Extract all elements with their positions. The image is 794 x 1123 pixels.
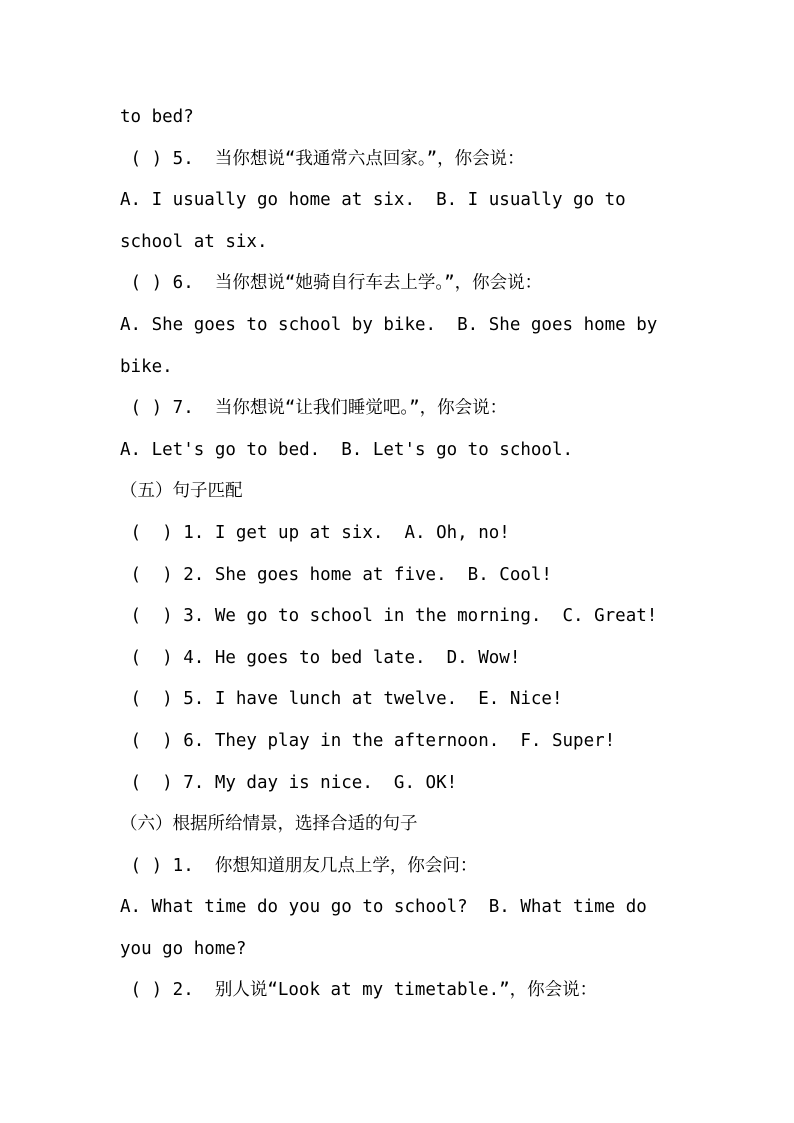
situation-1-options-cont: you go home? <box>120 938 247 959</box>
match-item-7: ( ) 7. My day is nice. G. OK! <box>120 772 458 793</box>
question-5-options-cont: school at six. <box>120 231 268 252</box>
question-6-options-cont: bike. <box>120 356 173 377</box>
worksheet-page <box>120 97 690 1012</box>
match-item-4: ( ) 4. He goes to bed late. D. Wow! <box>120 647 521 668</box>
section-6-heading: （六）根据所给情景，选择合适的句子 <box>120 814 418 835</box>
match-item-1: ( ) 1. I get up at six. A. Oh, no! <box>120 522 510 543</box>
match-item-2: ( ) 2. She goes home at five. B. Cool! <box>120 564 552 585</box>
section-5-heading: （五）句子匹配 <box>120 481 243 502</box>
question-6-options: A. She goes to school by bike. B. She goes home by <box>120 314 658 335</box>
question-6-prompt: ( ) 6. 当你想说“她骑自行车去上学。”，你会说： <box>120 273 543 294</box>
match-item-6: ( ) 6. They play in the afternoon. F. Super! <box>120 730 616 751</box>
question-7-options: A. Let's go to bed. B. Let's go to school. <box>120 439 574 460</box>
situation-1-prompt: ( ) 1. 你想知道朋友几点上学，你会问： <box>120 855 478 876</box>
situation-1-options: A. What time do you go to school? B. What time do <box>120 897 647 918</box>
text-line-1: to bed? <box>120 107 194 127</box>
match-item-5: ( ) 5. I have lunch at twelve. E. Nice! <box>120 689 563 710</box>
question-7-prompt: ( ) 7. 当你想说“让我们睡觉吧。”，你会说： <box>120 398 508 419</box>
question-5-options: A. I usually go home at six. B. I usually go to <box>120 190 626 211</box>
situation-2-prompt: ( ) 2. 别人说“Look at my timetable.”，你会说： <box>120 980 598 1001</box>
match-item-3: ( ) 3. We go to school in the morning. C. Great! <box>120 606 658 627</box>
question-5-prompt: ( ) 5. 当你想说“我通常六点回家。”，你会说： <box>120 148 525 169</box>
